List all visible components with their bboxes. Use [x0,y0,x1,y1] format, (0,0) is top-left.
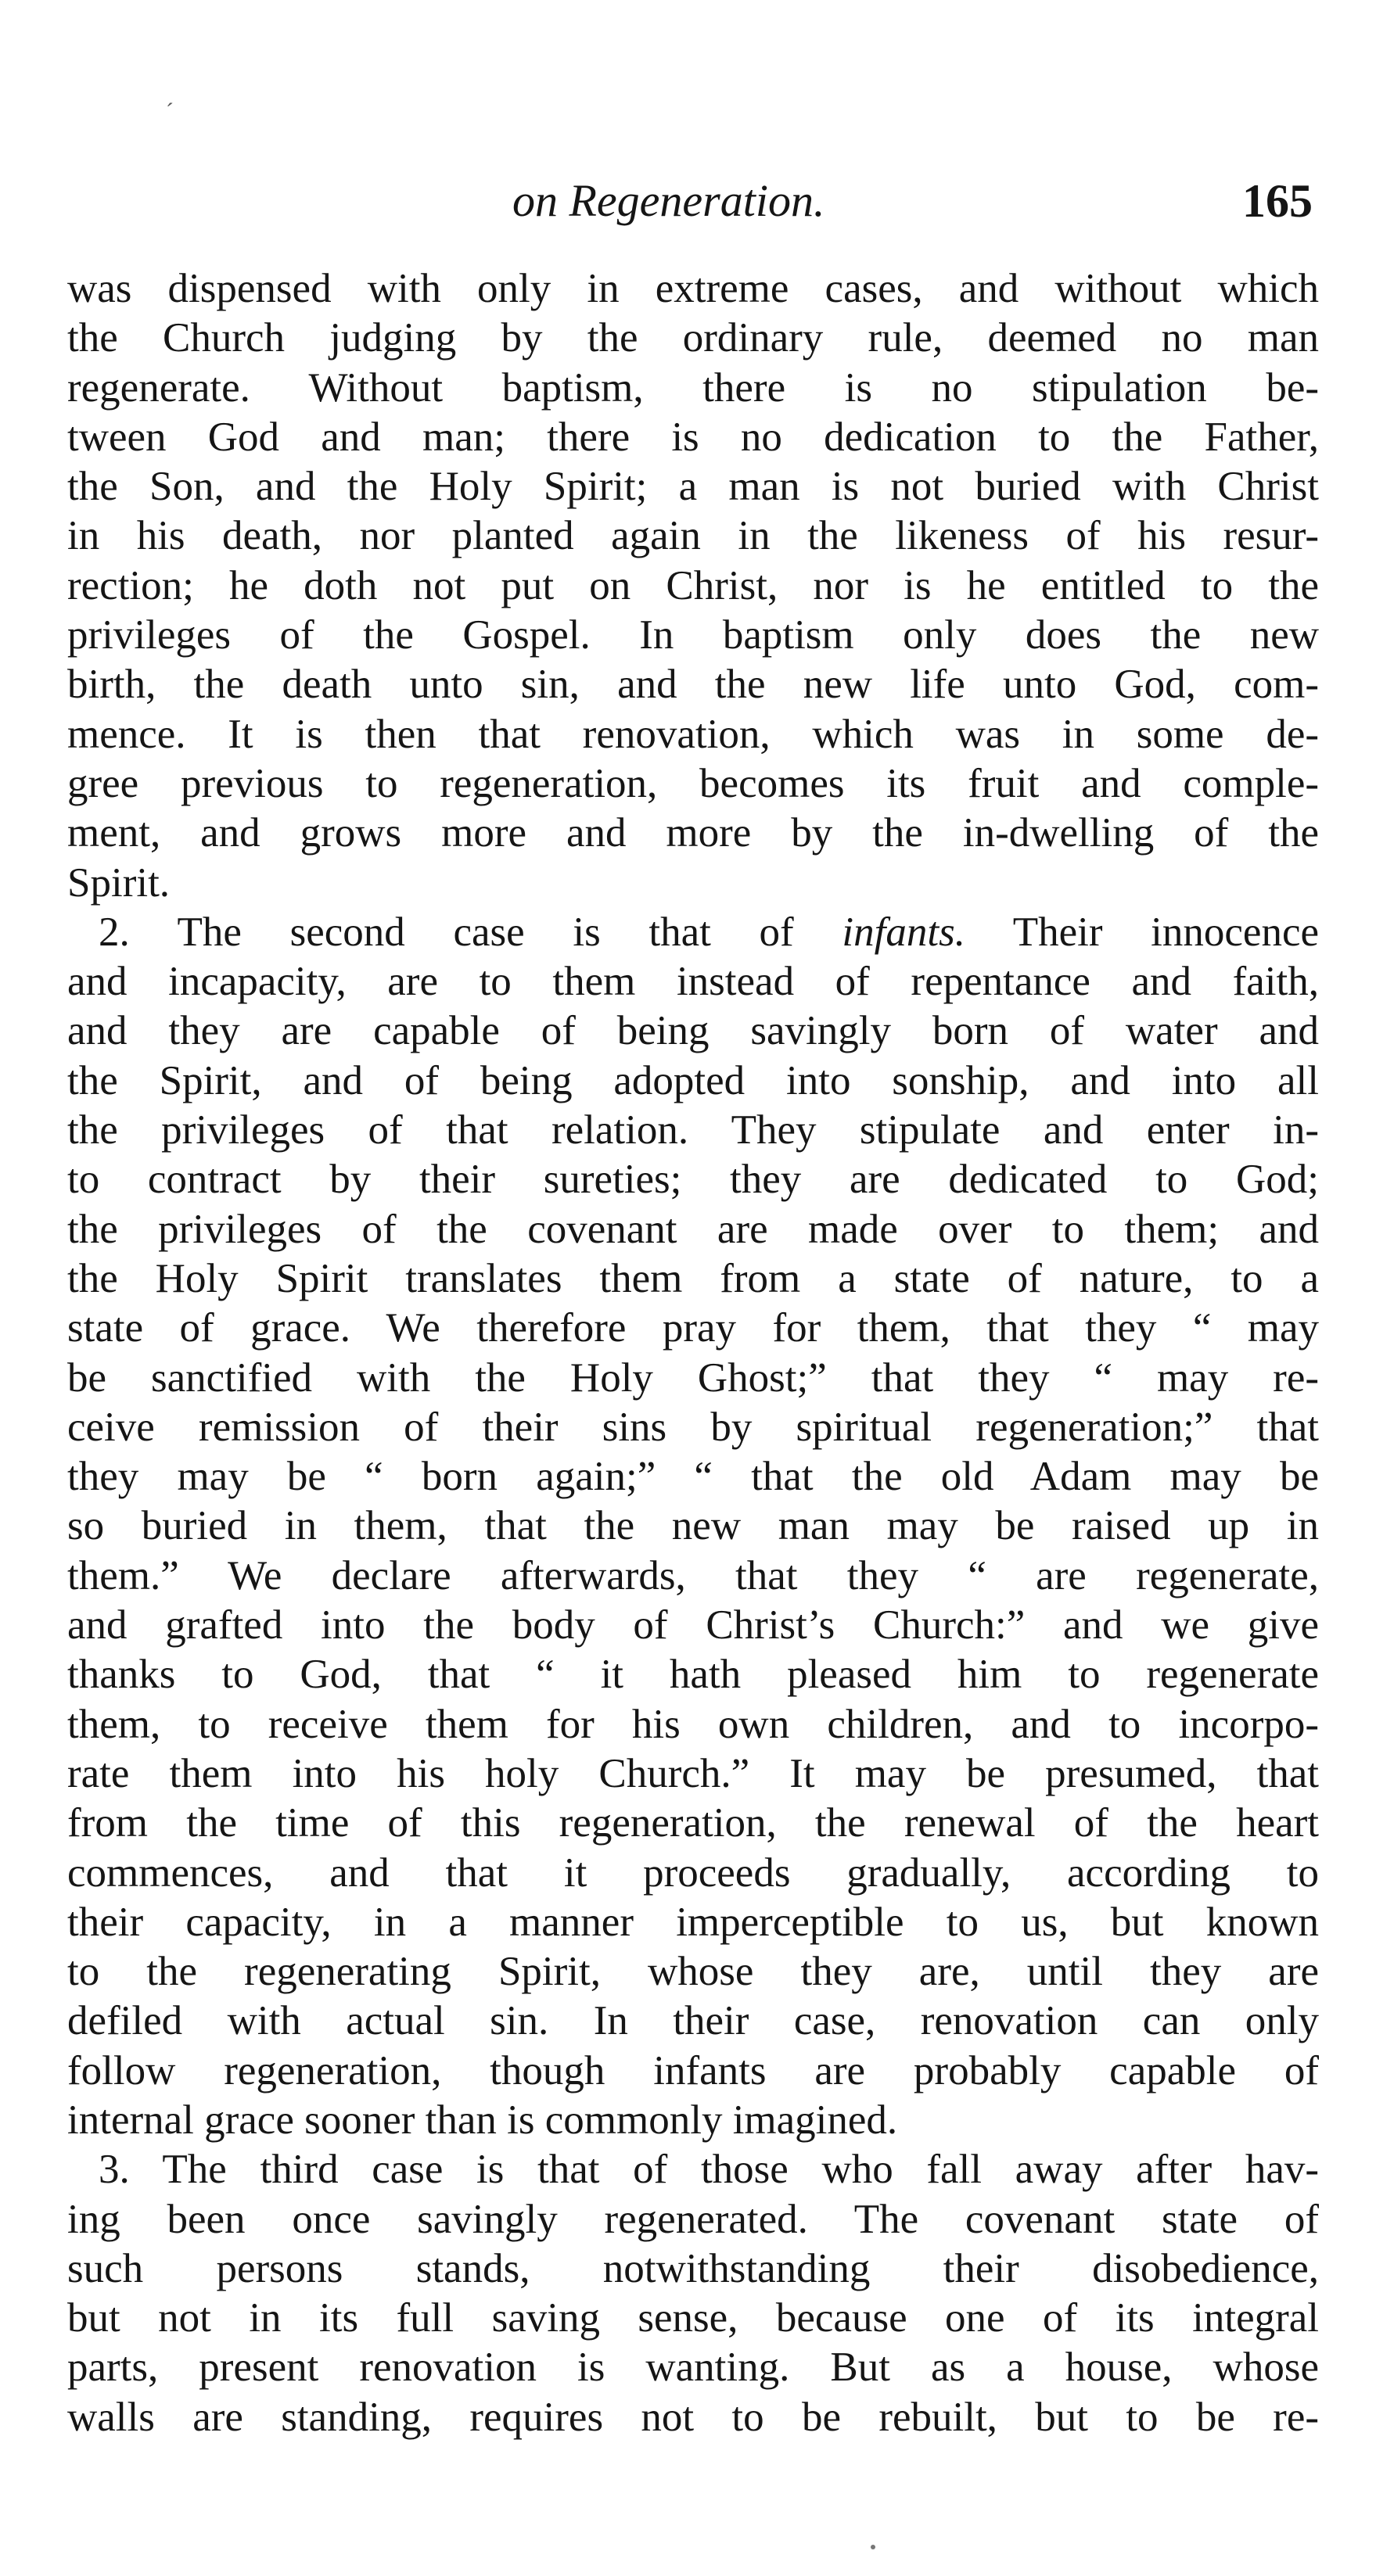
text-line: follow regeneration, though infants are probably capable of [67,2047,1319,2093]
text-line: and incapacity, are to them instead of repentance and faith, [67,959,1319,1005]
text-line: Spirit. [67,859,171,906]
text-line: the Son, and the Holy Spirit; a man is not buried with Christ [67,464,1319,510]
text-line: they may be “ born again;” “ that the old Adam may be [67,1454,1319,1500]
text-line: ing been once savingly regenerated. The covenant state of [67,2196,1319,2242]
text-line: so buried in them, that the new man may be raised up in [67,1503,1319,1549]
text-line: but not in its full saving sense, because one of its integral [67,2295,1319,2341]
text-line-section-3: 3. The third case is that of those who fall away after hav- [99,2147,1319,2193]
text-line: their capacity, in a manner imperceptible to us, but known [67,1899,1319,1945]
text-line: and grafted into the body of Christ’s Church:” and we give [67,1602,1319,1649]
text-line: walls are standing, requires not to be rebuilt, but to be re- [67,2394,1319,2440]
text-line: such persons stands, notwithstanding their disobedience, [67,2245,1319,2291]
text-line: rection; he doth not put on Christ, nor is he entitled to the [67,562,1319,608]
text-line: to the regenerating Spirit, whose they are, until they are [67,1949,1319,1995]
text-line: to contract by their sureties; they are dedicated to God; [67,1157,1319,1203]
line-text: Their innocence [965,909,1319,955]
text-line: state of grace. We therefore pray for them, that they “ may [67,1305,1319,1351]
line-text: 2. The second case is that of [99,909,842,955]
text-line: commences, and that it proceeds gradually, according to [67,1849,1319,1896]
text-line-section-2 [67,908,1319,957]
ink-speck [871,2545,875,2549]
text-line: privileges of the Gospel. In baptism only does the new [67,612,1319,658]
text-line: ment, and grows more and more by the in-dwelling of the [67,810,1319,856]
text-line: and they are capable of being savingly born of water and [67,1008,1319,1054]
stray-ink-mark: ´ [166,99,174,124]
text-line: internal grace sooner than is commonly imagined. [67,2097,898,2143]
text-line: defiled with actual sin. In their case, renovation can only [67,1998,1319,2044]
text-line: rate them into his holy Church.” It may be presumed, that [67,1750,1319,1796]
text-line: ceive remission of their sins by spiritual regeneration;” that [67,1404,1319,1450]
text-line: in his death, nor planted again in the likeness of his resur- [67,513,1319,559]
text-line: thanks to God, that “ it hath pleased him to regenerate [67,1652,1319,1698]
page-number: 165 [1242,175,1313,227]
text-line: them, to receive them for his own children, and to incorpo- [67,1701,1319,1747]
text-line: the privileges of that relation. They stipulate and enter in- [67,1107,1319,1153]
text-line: was dispensed with only in extreme cases, and without which [67,266,1319,311]
text-line: the Church judging by the ordinary rule, deemed no man [67,315,1319,361]
text-line: from the time of this regeneration, the renewal of the heart [67,1800,1319,1846]
text-line: the Holy Spirit translates them from a state of nature, to a [67,1255,1319,1301]
text-line: mence. It is then that renovation, which was in some de- [67,711,1319,757]
running-title: on Regeneration. [512,175,825,226]
text-line: regenerate. Without baptism, there is no stipulation be- [67,364,1319,411]
text-line: the privileges of the covenant are made over to them; and [67,1206,1319,1252]
text-line: them.” We declare afterwards, that they “ are regenerate, [67,1552,1319,1598]
text-line: the Spirit, and of being adopted into sonship, and into all [67,1057,1319,1103]
running-head [0,174,1376,236]
text-line: parts, present renovation is wanting. But as a house, whose [67,2345,1319,2391]
text-line: birth, the death unto sin, and the new life unto God, com- [67,662,1319,708]
text-line: gree previous to regeneration, becomes its fruit and comple- [67,760,1319,806]
body-text [67,264,1319,2442]
italic-term-infants: infants. [842,909,965,955]
text-line: be sanctified with the Holy Ghost;” that they “ may re- [67,1354,1319,1401]
text-line: tween God and man; there is no dedication to the Father, [67,414,1319,460]
